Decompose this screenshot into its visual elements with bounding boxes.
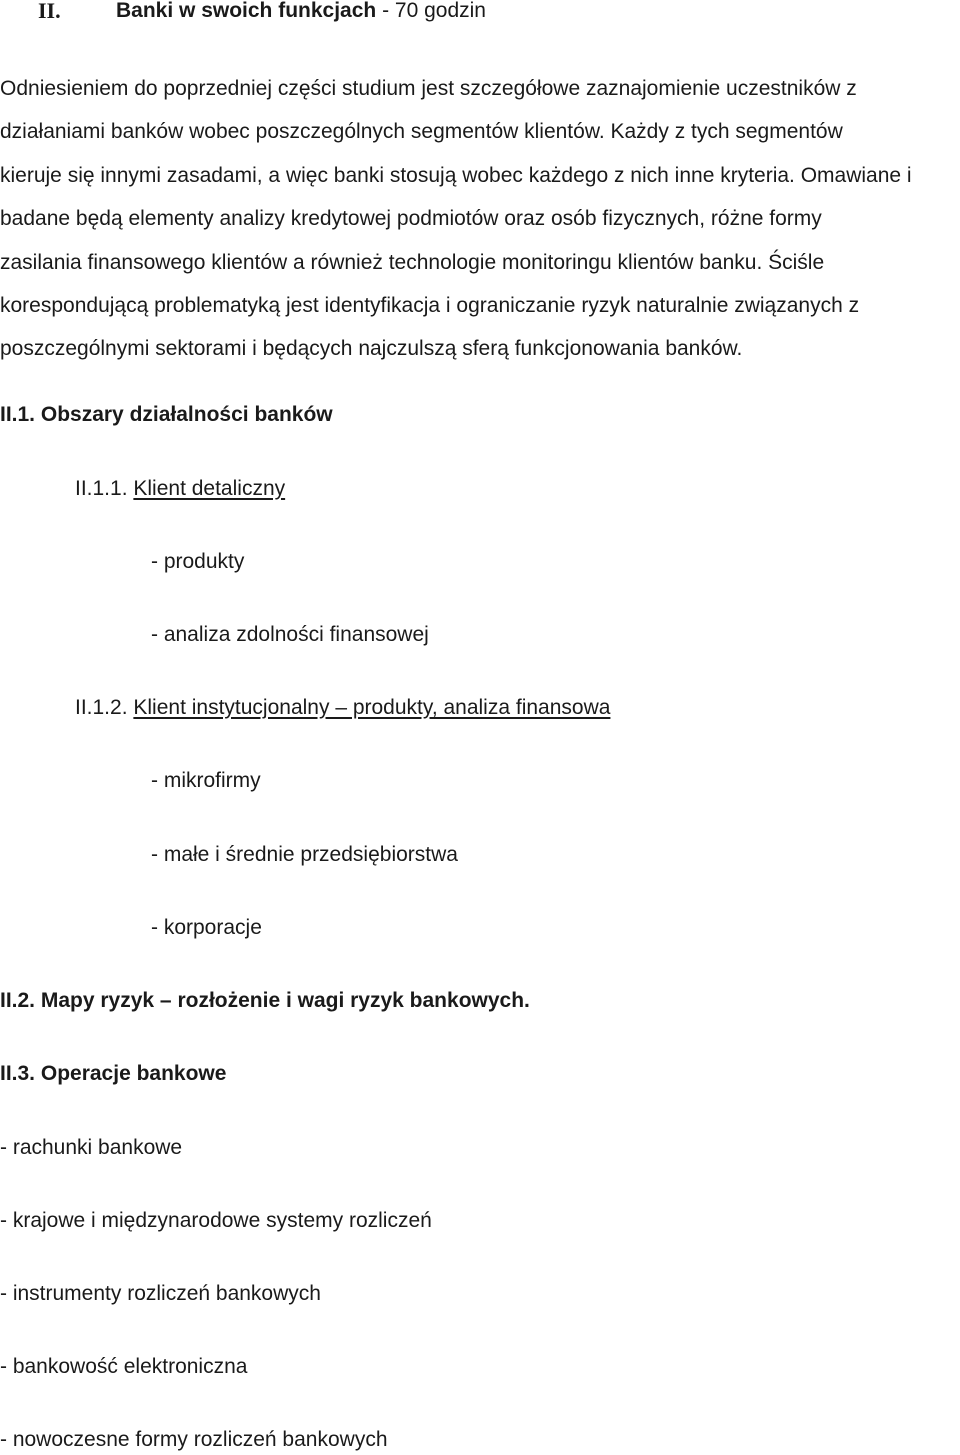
section-heading-obszary <box>0 400 333 430</box>
intro-line: zasilania finansowego klientów a również technologie monitoringu klientów banku. Ściśle <box>0 250 825 274</box>
chapter-hours: - 70 godzin <box>376 0 486 22</box>
subsection-number: II.1.2. <box>75 696 128 719</box>
intro-line: badane będą elementy analizy kredytowej podmiotów oraz osób fizycznych, różne formy <box>0 207 822 231</box>
section-heading-mapy-ryzyk <box>0 986 530 1016</box>
list-item: - korporacje <box>151 916 262 939</box>
section-heading-operacje-bankowe <box>0 1059 226 1089</box>
list-item: - instrumenty rozliczeń bankowych <box>0 1282 321 1305</box>
section-title: Obszary działalności banków <box>35 403 333 426</box>
intro-line: korespondującą problematyką jest identyfikacja i ograniczanie ryzyk naturalnie związanych z <box>0 293 860 317</box>
subsection-title: Klient detaliczny <box>133 477 286 500</box>
list-item: - nowoczesne formy rozliczeń bankowych <box>0 1428 388 1451</box>
section-title: Operacje bankowe <box>35 1062 227 1085</box>
subsection-heading-klient-instytucjonalny <box>75 693 610 723</box>
section-number: II.3. <box>0 1062 36 1085</box>
chapter-number: II. <box>38 0 61 23</box>
list-item: - produkty <box>151 550 245 573</box>
intro-line: Odniesieniem do poprzedniej części studium jest szczegółowe zaznajomienie uczestników z <box>0 77 857 100</box>
intro-line: działaniami banków wobec poszczególnych segmentów klientów. Każdy z tych segmentów <box>0 120 843 144</box>
intro-line: poszczególnymi sektorami i będących najczulszą sferą funkcjonowania banków. <box>0 337 743 361</box>
subsection-title: Klient instytucjonalny – produkty, analiza finansowa <box>133 696 611 719</box>
subsection-number: II.1.1. <box>75 477 128 500</box>
chapter-heading-text: Banki w swoich funkcjach <box>116 0 377 22</box>
chapter-heading <box>116 0 486 26</box>
list-item: - rachunki bankowe <box>0 1136 183 1159</box>
list-item: - bankowość elektroniczna <box>0 1355 248 1378</box>
intro-line: kieruje się innymi zasadami, a więc banki stosują wobec każdego z nich inne kryteria. Omawiane i <box>0 163 912 187</box>
section-title: Mapy ryzyk – rozłożenie i wagi ryzyk bankowych. <box>35 989 530 1012</box>
section-number: II.1. <box>0 403 36 426</box>
subsection-heading-klient-detaliczny <box>75 474 285 504</box>
intro-paragraph <box>0 67 960 371</box>
list-item: - mikrofirmy <box>151 769 261 792</box>
list-item: - krajowe i międzynarodowe systemy rozliczeń <box>0 1209 432 1232</box>
list-item: - małe i średnie przedsiębiorstwa <box>151 843 458 866</box>
list-item: - analiza zdolności finansowej <box>151 623 429 646</box>
section-number: II.2. <box>0 989 36 1012</box>
